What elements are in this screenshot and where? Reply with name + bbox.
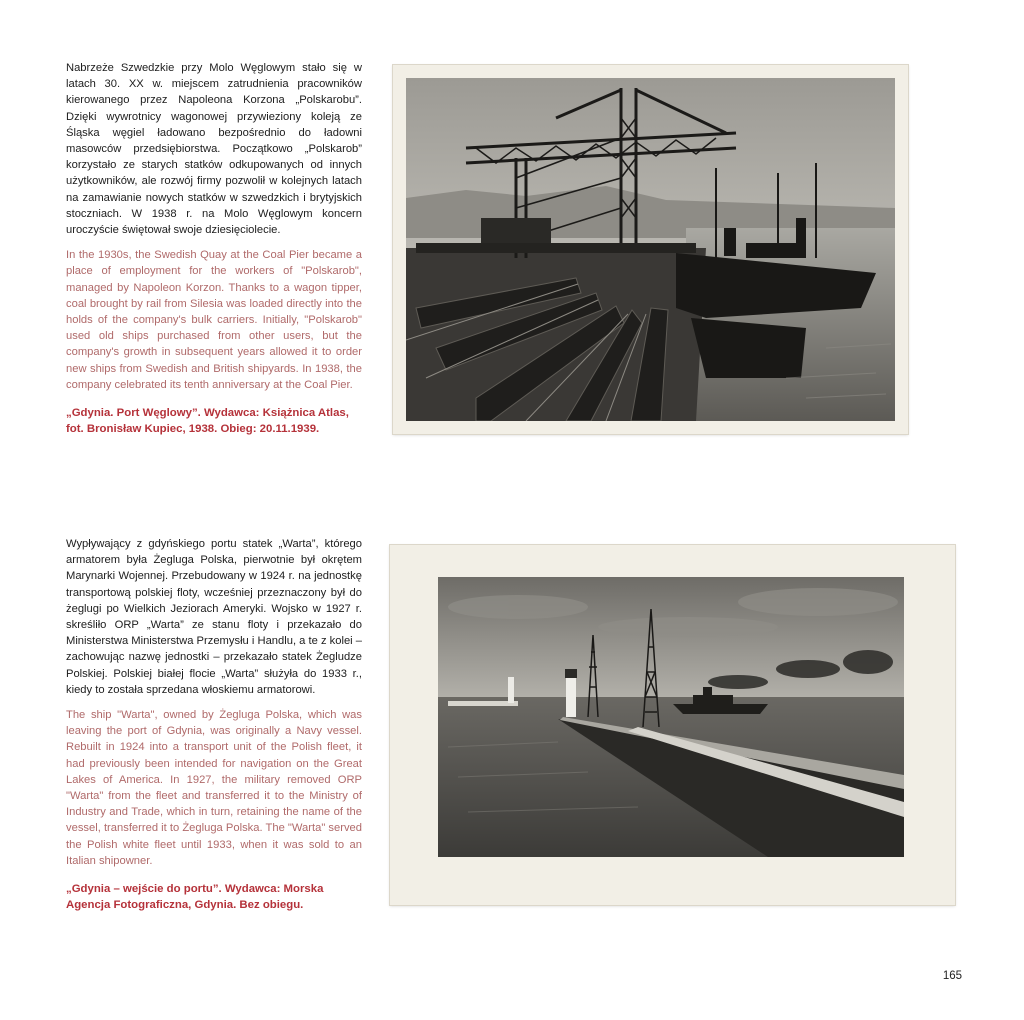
section2-caption: „Gdynia – wejście do portu”. Wydawca: Morska Agencja Fotograficzna, Gdynia. Bez obiegu. xyxy=(66,883,324,912)
section1-text xyxy=(66,60,362,437)
postcard-coal-port xyxy=(393,65,908,434)
coal-pier-image xyxy=(406,78,895,421)
section2-english-text: The ship "Warta", owned by Żegluga Polska, which was leaving the port of Gdynia, was originally a Navy vessel. Rebuilt in 1924 into a transport unit of the Polish fleet, it had previously been intended for navigation on the Great Lakes of America. In 1927, the military removed ORP "Warta" from the fleet and transferred it to the Ministry of Industry and Trade, which in turn, retaining the name of the vessel, transferred it to Żegluga Polska. The "Warta" served the Polish white fleet until 1933, when it was sold to an Italian shipowner. xyxy=(66,709,362,867)
photo-port-entrance xyxy=(438,577,904,857)
port-entrance-image xyxy=(438,577,904,857)
postcard-port-entrance xyxy=(390,545,955,905)
photo-coal-pier xyxy=(406,78,895,421)
section1-english-text: In the 1930s, the Swedish Quay at the Coal Pier became a place of employment for the workers of "Polskarob", managed by Napoleon Korzon. Thanks to a wagon tipper, coal brought by rail from Silesia was loaded directly into the holds of the company's bulk carriers. Initially, "Polskarob" used old ships purchased from other users, but the company's growth in subsequent years allowed it to order new ships from Swedish and British shipyards. In 1938, the company celebrated its tenth anniversary at the Coal Pier. xyxy=(66,249,362,391)
section2-polish-text: Wypływający z gdyńskiego portu statek „Warta”, którego armatorem była Żegluga Polska, pierwotnie był okrętem Marynarki Wojennej. Przebudowany w 1924 r. na jednostkę transportową polskiej floty, wcześniej przeznaczony był do żeglugi po Wielkich Jeziorach Ameryki. Wojsko w 1927 r. skreśliło ORP „Warta” ze stanu floty i przekazało do Ministerstwa Ministerstwa Przemysłu i Handlu, a te z kolei – zachowując nazwę jednostki – przekazało statek Żegludze Polskiej. Polskiej białej flocie „Warta” służyła do 1933 r., kiedy to została sprzedana włoskiemu armatorowi. xyxy=(66,538,362,696)
section1-caption: „Gdynia. Port Węglowy”. Wydawca: Książnica Atlas, fot. Bronisław Kupiec, 1938. Obieg: 20.11.1939. xyxy=(66,407,349,436)
section2-text xyxy=(66,536,362,913)
section1-polish-text: Nabrzeże Szwedzkie przy Molo Węglowym stało się w latach 30. XX w. miejscem zatrudnienia pracowników kierowanego przez Napoleona Korzona „Polskarobu”. Dzięki wywrotnicy wagonowej przywieziony koleją ze Śląska węgiel ładowano bezpośrednio do ładowni masowców przedsiębiorstwa. Początkowo „Polskarob” korzystało ze starych statków odkupowanych od innych użytkowników, ale rozwój firmy pozwolił w kolejnych latach na zamawianie nowych statków w szwedzkich i brytyjskich stoczniach. W 1938 r. na Molo Węglowym koncern uroczyście świętował swoje dziesięciolecie. xyxy=(66,62,362,237)
page-number: 165 xyxy=(942,970,962,982)
